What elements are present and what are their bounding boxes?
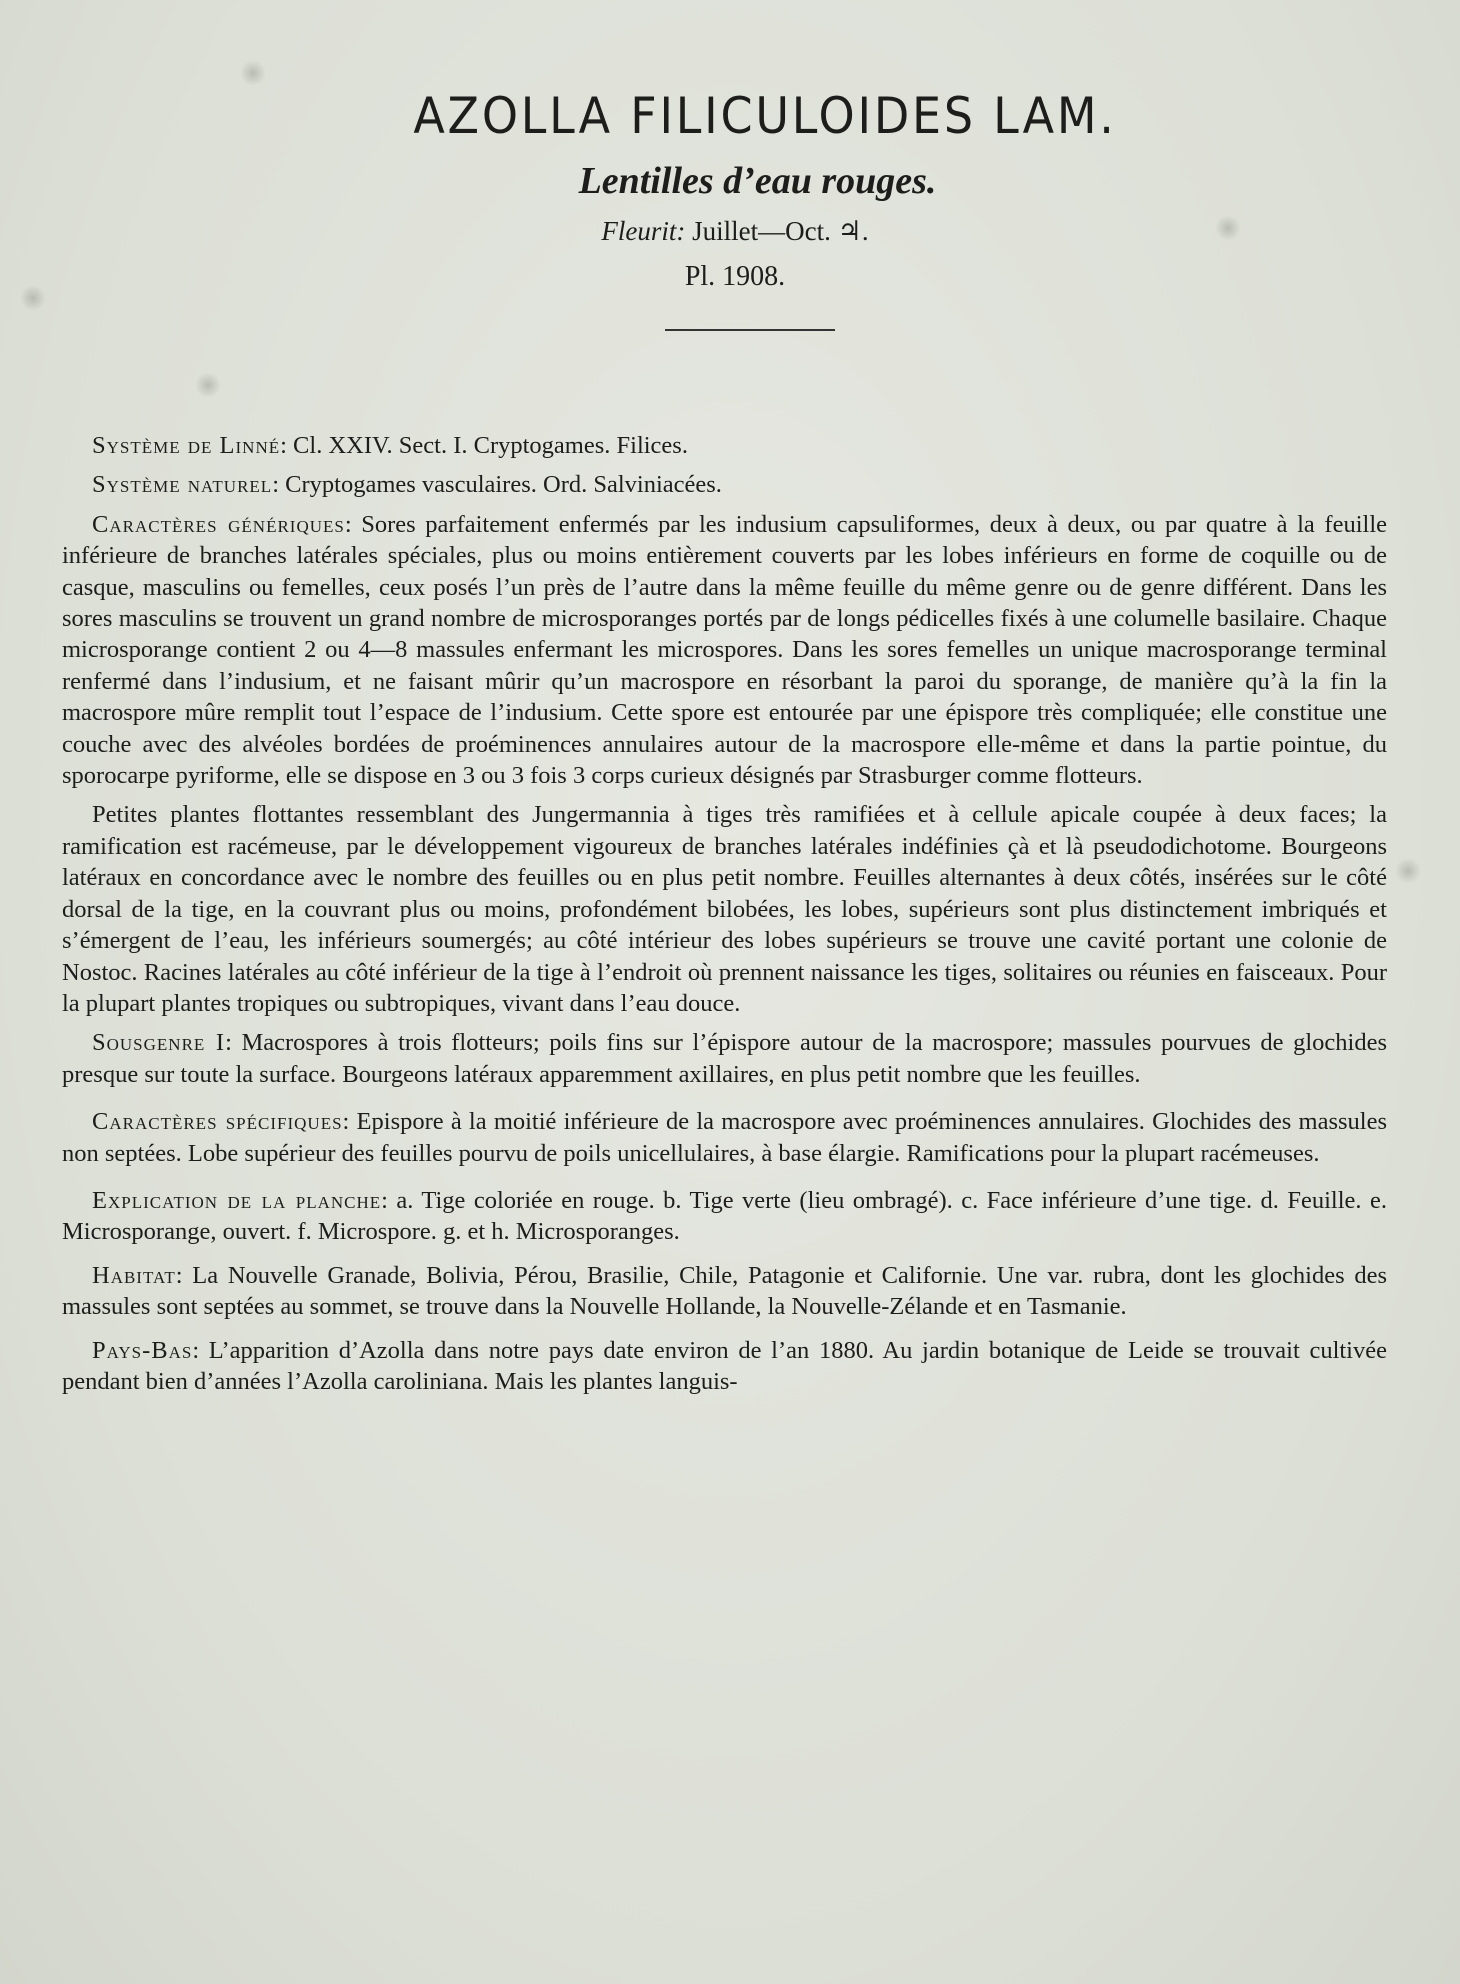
paragraph-naturel bbox=[62, 469, 1387, 500]
flowering-value: Juillet—Oct. ♃. bbox=[692, 216, 869, 246]
section-text: : a. Tige coloriée en rouge. b. Tige verte (lieu ombragé). c. Face inférieure d’une tige. d. Feuille. e. Microsporange, ouvert. f. Microspore. g. et h. Microsporanges. bbox=[62, 1186, 1387, 1246]
species-title: AZOLLA FILICULOIDES LAM. bbox=[413, 87, 1117, 145]
section-text: Petites plantes flottantes ressemblant des Jungermannia à tiges très ramifiées et à cellule apicale coupée à deux faces; la ramification est racémeuse, par le développement vigoureux de branches latérales indéfinies çà et là pseudodichotome. Bourgeons latéraux en concordance avec le nombre des feuilles ou en plus petit nombre. Feuilles alternantes à deux côtés, insérées sur le côté dorsal de la tige, en la couvrant plus ou moins, profondément bilobées, les lobes, supérieurs sont plus distinctement imbriqués et s’émergent de l’eau, les inférieurs soumergés; au côté intérieur des lobes supérieurs se trouve une cavité portant une colonie de Nostoc. Racines latérales au côté inférieur de la tige à l’endroit où prennent naissance les tiges, solitaires ou réunies en faisceaux. Pour la plupart plantes tropiques ou subtropiques, vivant dans l’eau douce. bbox=[62, 801, 1387, 1017]
section-label: Pays-Bas bbox=[92, 1336, 193, 1364]
paragraph-explication bbox=[62, 1185, 1387, 1248]
paragraph-sousgenre bbox=[62, 1027, 1387, 1090]
paper-stain bbox=[1395, 858, 1421, 884]
section-text: : Sores parfaitement enfermés par les indusium capsuliformes, deux à deux, ou par quatre à la feuille inférieure de branches latérales spéciales, plus ou moins entièrement couverts par les lobes inférieurs en forme de coquille ou de casque, masculins ou femelles, ceux posés l’un près de l’autre dans la même feuille du même genre ou de genre différent. Dans les sores masculins se trouvent un grand nombre de microsporanges portés par de longs pédicelles fixés à une columelle basilaire. Chaque microsporange contient 2 ou 4—8 massules enfermant les microspores. Dans les sores femelles un unique macrosporange terminal renfermé dans l’indusium, et ne faisant mûrir qu’un macrospore en résorbant la paroi du sporange, de manière qu’à la fin la macrospore mûre remplit tout l’espace de l’indusium. Cette spore est entourée par une épispore très compliquée; elle constitue une couche avec des alvéoles bordées de proéminences annulaires autour de la macrospore elle-même et dans la partie pointue, du sporocarpe pyriforme, elle se dispose en 3 ou 3 fois 3 corps curieux désignés par Strasburger comme flotteurs. bbox=[62, 510, 1387, 790]
flowering-label: Fleurit: bbox=[601, 216, 686, 246]
section-label: Habitat bbox=[92, 1261, 176, 1289]
section-text: : Epispore à la moitié inférieure de la macrospore avec proéminences annulaires. Glochides des massules non septées. Lobe supérieur des feuilles pourvu de poils unicellulaires, à base élargie. Ramifications pour la plupart racémeuses. bbox=[62, 1108, 1387, 1167]
plate-number: Pl. 1908. bbox=[684, 261, 786, 292]
paragraph-pays-bas bbox=[62, 1335, 1387, 1398]
section-label: Sousgenre I bbox=[92, 1029, 226, 1057]
section-text: : Macrospores à trois flotteurs; poils fins sur l’épispore autour de la macrospore; massules pourvues de glochides presque sur toute la surface. Bourgeons latéraux apparemment axillaires, en plus petit nombre que les feuilles. bbox=[62, 1029, 1387, 1088]
section-label: Caractères spécifiques bbox=[92, 1108, 343, 1136]
page-header bbox=[0, 86, 1460, 331]
paragraph-description bbox=[62, 799, 1387, 1019]
section-text: : Cryptogames vasculaires. Ord. Salviniacées. bbox=[272, 471, 722, 499]
paragraph-generiques bbox=[62, 509, 1387, 792]
section-label: Système naturel bbox=[92, 471, 273, 499]
paragraph-habitat bbox=[62, 1260, 1387, 1323]
section-text: : Cl. XXIV. Sect. I. Cryptogames. Filices. bbox=[280, 432, 688, 459]
section-label: Caractères génériques bbox=[92, 510, 345, 538]
section-label: Explication de la planche bbox=[92, 1186, 382, 1214]
section-label: Système de Linné bbox=[92, 432, 281, 459]
body-text bbox=[62, 430, 1387, 1397]
section-text: : L’apparition d’Azolla dans notre pays date environ de l’an 1880. Au jardin botanique de Leide se trouvait cultivée pendant bien d’années l’Azolla caroliniana. Mais les plantes languis- bbox=[62, 1336, 1387, 1395]
flowering-line bbox=[10, 216, 1460, 247]
paper-stain bbox=[240, 60, 266, 86]
header-rule bbox=[665, 329, 835, 331]
paragraph-linne bbox=[62, 430, 1387, 461]
section-text: : La Nouvelle Granade, Bolivia, Pérou, Brasilie, Chile, Patagonie et Californie. Une var. rubra, dont les glochides des massules sont septées au sommet, se trouve dans la Nouvelle Hollande, la Nouvelle-Zélande et en Tasmanie. bbox=[62, 1261, 1387, 1321]
paper-stain bbox=[195, 372, 221, 398]
paragraph-specifiques bbox=[62, 1106, 1387, 1169]
common-name: Lentilles d’eau rouges. bbox=[578, 160, 937, 202]
